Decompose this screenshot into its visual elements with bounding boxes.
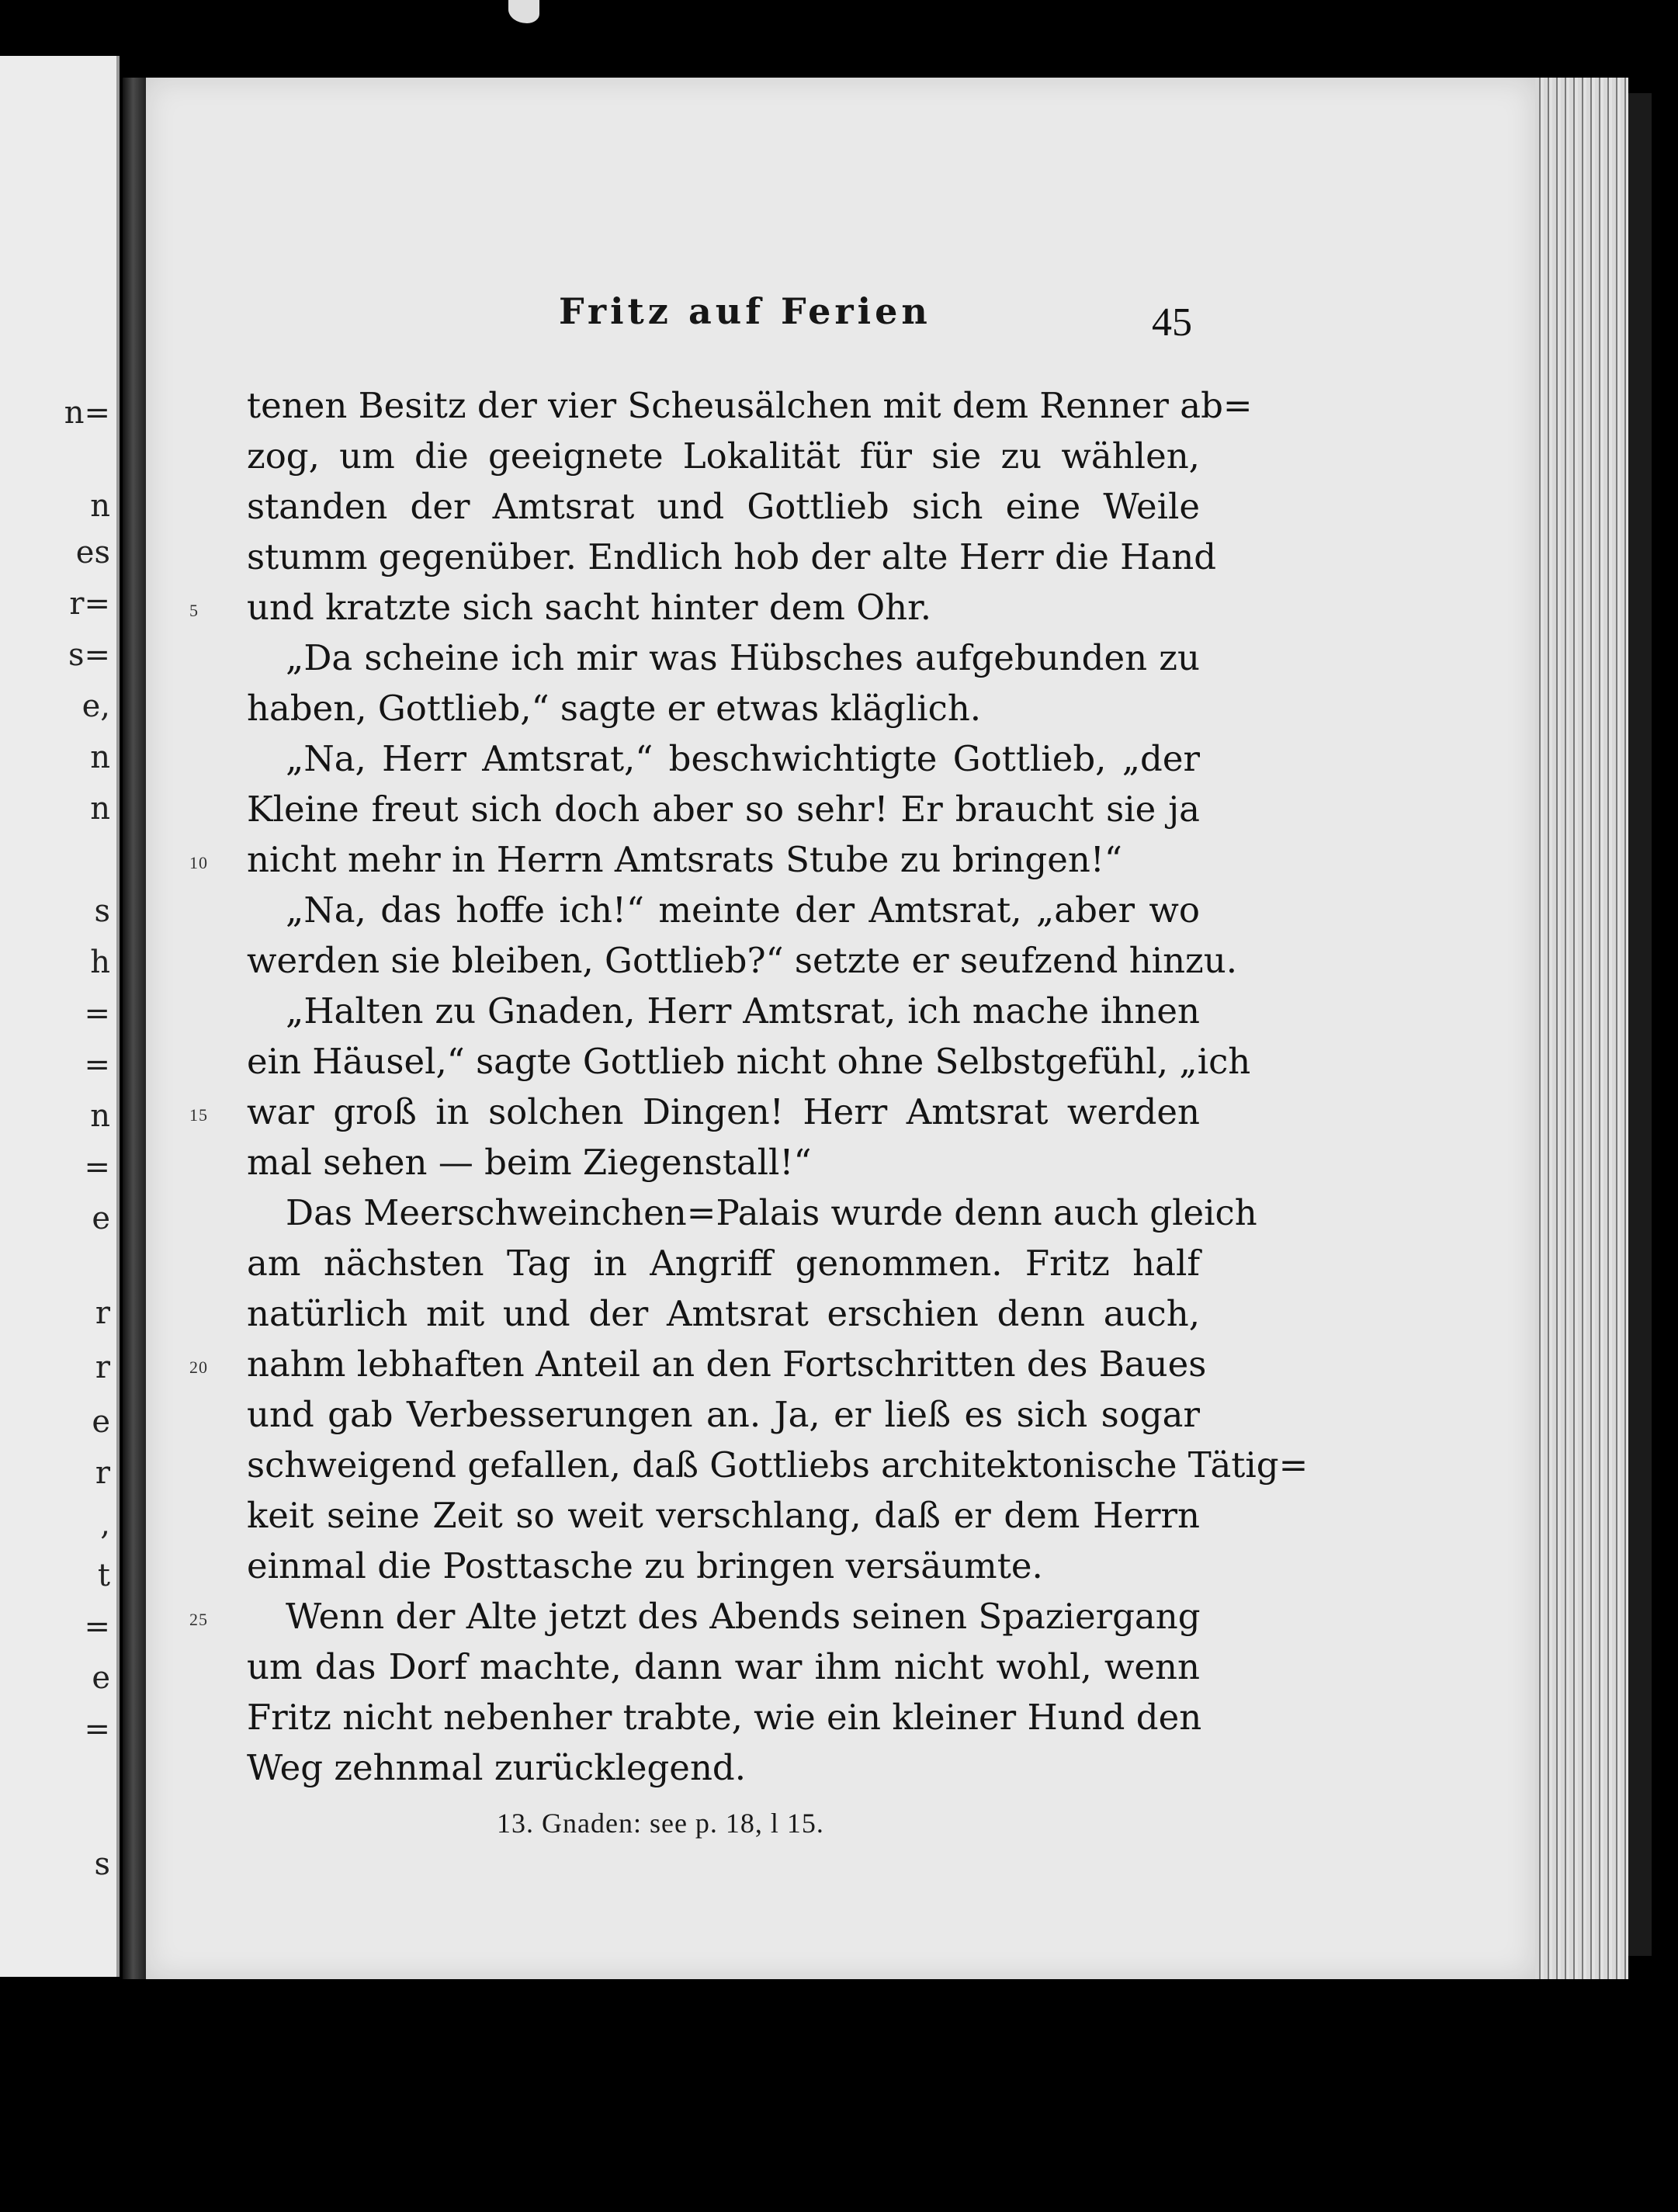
left-page-fragment: e xyxy=(92,1201,110,1236)
text-line xyxy=(247,1541,1200,1591)
left-page-fragment: , xyxy=(100,1506,110,1542)
running-head: Fritz auf Ferien xyxy=(559,290,931,332)
line-text: und kratzte sich sacht hinter dem Ohr. xyxy=(247,587,932,628)
page-number: 45 xyxy=(1152,300,1192,345)
left-page-fragment: = xyxy=(84,1047,110,1083)
left-page-fragment: s xyxy=(94,893,110,929)
left-page-fragment: n= xyxy=(64,395,110,431)
line-number: 5 xyxy=(189,601,199,620)
text-line xyxy=(247,885,1200,935)
line-text: „Halten zu Gnaden, Herr Amtsrat, ich mache ihnen xyxy=(286,990,1200,1031)
line-text: ein Häusel,“ sagte Gottlieb nicht ohne Selbstgefühl, „ich xyxy=(247,1041,1251,1082)
text-line xyxy=(247,1036,1251,1087)
left-page-fragment: = xyxy=(84,1711,110,1747)
line-text: zog, um die geeignete Lokalität für sie zu wählen, xyxy=(247,435,1200,477)
text-line xyxy=(247,633,1200,683)
line-text: am nächsten Tag in Angriff genommen. Fritz half xyxy=(247,1243,1200,1284)
left-page-fragment: n xyxy=(90,740,110,775)
line-text: nicht mehr in Herrn Amtsrats Stube zu bringen!“ xyxy=(247,839,1122,880)
text-line xyxy=(189,1591,1201,1642)
text-line xyxy=(189,1339,1207,1389)
line-number: 15 xyxy=(189,1105,208,1125)
left-page-fragment: e xyxy=(92,1660,110,1696)
left-page-fragment: e xyxy=(92,1404,110,1440)
line-text: „Na, das hoffe ich!“ meinte der Amtsrat, „aber wo xyxy=(286,889,1200,931)
line-number: 20 xyxy=(189,1357,208,1377)
book-gutter xyxy=(123,78,146,1979)
book-cover-edge xyxy=(1628,93,1652,1956)
text-line xyxy=(247,380,1253,431)
text-line xyxy=(247,1238,1200,1288)
text-line xyxy=(247,431,1200,481)
body-text xyxy=(189,380,1309,1793)
text-line xyxy=(189,1087,1200,1137)
text-line xyxy=(247,532,1217,582)
line-text: und gab Verbesserungen an. Ja, er ließ es sich sogar xyxy=(247,1394,1200,1435)
line-text: Weg zehnmal zurücklegend. xyxy=(247,1747,747,1788)
left-page-fragment: n xyxy=(90,488,110,524)
left-page-fragment: n xyxy=(90,1098,110,1134)
line-text: stumm gegenüber. Endlich hob der alte Herr die Hand xyxy=(247,536,1217,577)
left-page-fragment: s= xyxy=(68,637,110,673)
line-text: Fritz nicht nebenher trabte, wie ein kleiner Hund den xyxy=(247,1697,1202,1738)
text-line xyxy=(247,935,1238,986)
line-text: tenen Besitz der vier Scheusälchen mit dem Renner ab= xyxy=(247,385,1253,426)
left-facing-page xyxy=(0,56,120,1977)
text-line xyxy=(247,481,1200,532)
footnote: 13. Gnaden: see p. 18, l 15. xyxy=(497,1808,824,1839)
left-page-fragment: e, xyxy=(81,688,110,724)
text-line xyxy=(247,986,1200,1036)
text-line xyxy=(247,784,1200,834)
text-line xyxy=(189,834,1200,885)
line-text: haben, Gottlieb,“ sagte er etwas kläglich. xyxy=(247,688,982,729)
left-page-fragment: h xyxy=(90,945,110,980)
text-line xyxy=(247,1389,1200,1440)
line-text: werden sie bleiben, Gottlieb?“ setzte er seufzend hinzu. xyxy=(247,940,1238,981)
line-text: Kleine freut sich doch aber so sehr! Er braucht sie ja xyxy=(247,789,1200,830)
line-text: Wenn der Alte jetzt des Abends seinen Spaziergang xyxy=(286,1596,1201,1637)
text-line xyxy=(247,1137,1200,1187)
line-number: 10 xyxy=(189,853,208,872)
line-text: standen der Amtsrat und Gottlieb sich eine Weile xyxy=(247,486,1200,527)
left-page-fragment: = xyxy=(84,996,110,1031)
left-page-fragment: = xyxy=(84,1149,110,1185)
line-text: nahm lebhaften Anteil an den Fortschritten des Baues xyxy=(247,1343,1207,1385)
text-line xyxy=(189,582,1200,633)
line-text: mal sehen — beim Ziegenstall!“ xyxy=(247,1142,812,1183)
left-page-fragment: r xyxy=(95,1350,110,1385)
left-page-fragment: n xyxy=(90,791,110,827)
text-line xyxy=(247,1288,1200,1339)
line-text: Das Meerschweinchen=Palais wurde denn auch gleich xyxy=(286,1192,1257,1233)
line-text: schweigend gefallen, daß Gottliebs architektonische Tätig= xyxy=(247,1444,1309,1486)
line-text: keit seine Zeit so weit verschlang, daß er dem Herrn xyxy=(247,1495,1200,1536)
line-text: um das Dorf machte, dann war ihm nicht wohl, wenn xyxy=(247,1646,1200,1687)
text-line xyxy=(247,683,1200,733)
left-page-fragment: r xyxy=(95,1455,110,1491)
line-text: war groß in solchen Dingen! Herr Amtsrat werden xyxy=(247,1091,1200,1132)
left-page-fragment: es xyxy=(75,535,110,570)
line-text: „Na, Herr Amtsrat,“ beschwichtigte Gottlieb, „der xyxy=(286,738,1200,779)
line-number: 25 xyxy=(189,1610,208,1629)
text-line xyxy=(247,1187,1257,1238)
line-text: „Da scheine ich mir was Hübsches aufgebunden zu xyxy=(286,637,1200,678)
left-page-fragment: r= xyxy=(69,586,110,622)
line-text: einmal die Posttasche zu bringen versäumte. xyxy=(247,1545,1043,1586)
line-text: natürlich mit und der Amtsrat erschien denn auch, xyxy=(247,1293,1200,1334)
left-page-fragment: s xyxy=(94,1846,110,1882)
text-line xyxy=(247,1692,1200,1742)
text-line xyxy=(247,1742,1200,1793)
text-line xyxy=(247,1440,1309,1490)
left-page-fragment: = xyxy=(84,1609,110,1645)
text-line xyxy=(247,733,1200,784)
left-page-fragment: r xyxy=(95,1295,110,1331)
page-edges xyxy=(1535,78,1628,1979)
text-line xyxy=(247,1490,1200,1541)
left-page-fragment: t xyxy=(97,1558,110,1593)
text-line xyxy=(247,1642,1200,1692)
